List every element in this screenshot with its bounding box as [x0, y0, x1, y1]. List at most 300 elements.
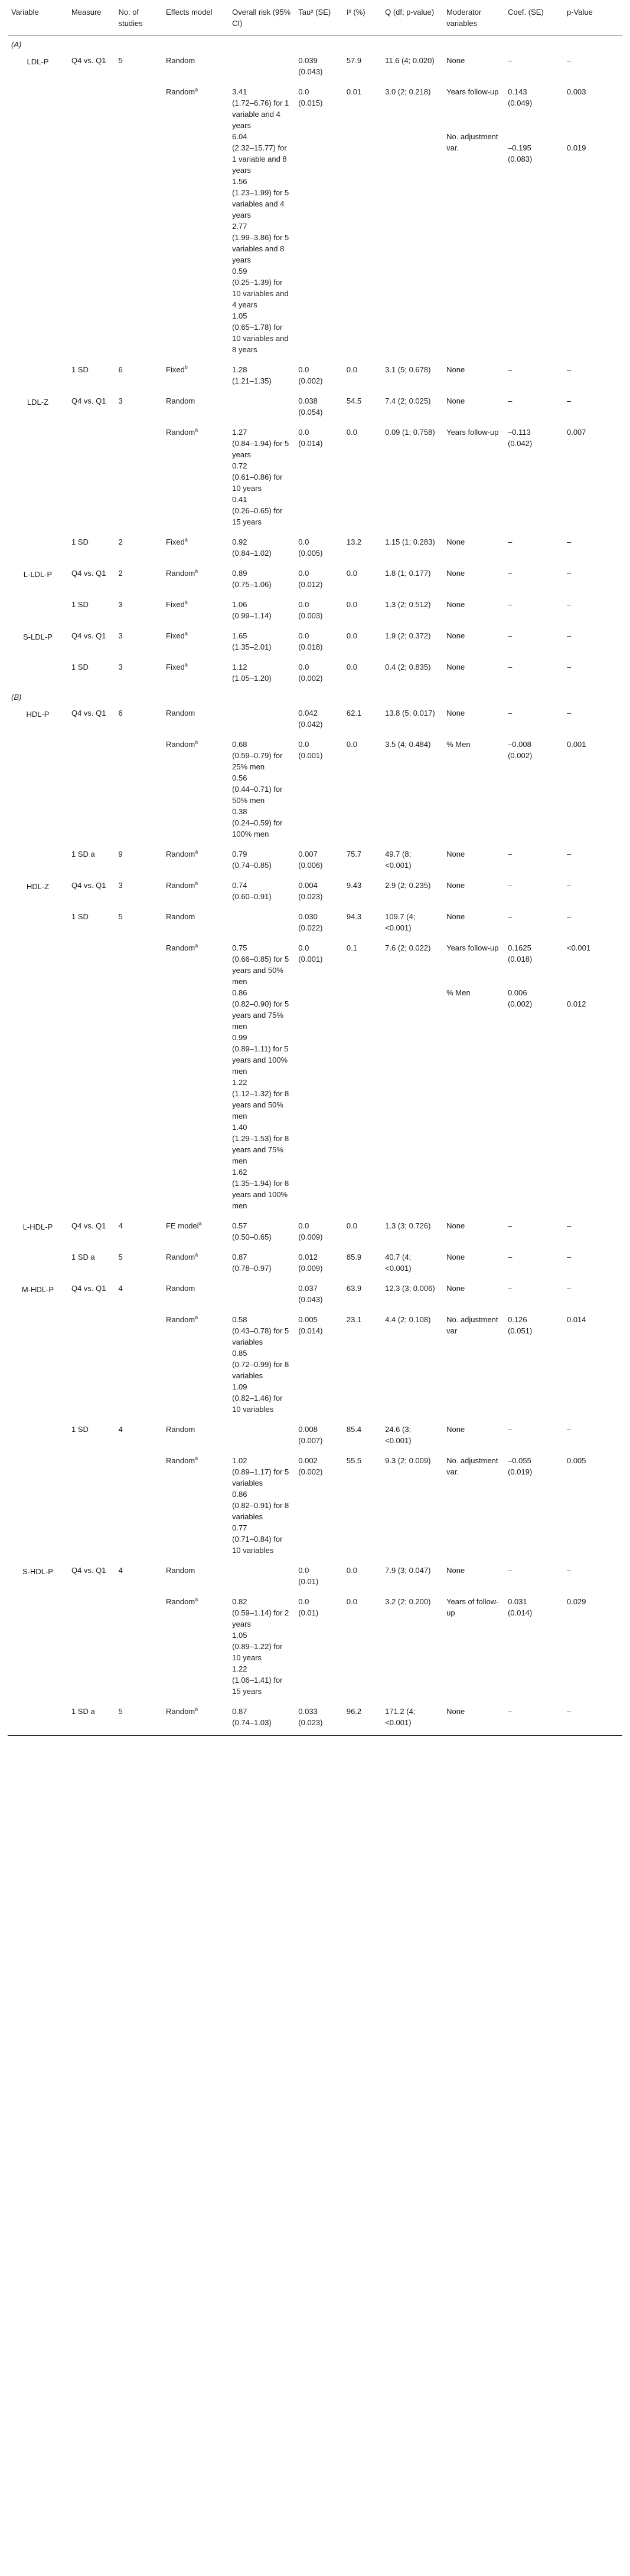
tau2-cell — [295, 844, 343, 875]
p-value-cell — [563, 359, 622, 391]
p-value-cell-text: 0.007 — [566, 428, 586, 437]
coef-cell — [504, 657, 563, 688]
moderator-cell-text: None — [446, 1221, 465, 1230]
footnote-marker: a — [195, 1251, 198, 1258]
tau2-cell-text: 0.007 (0.006) — [298, 850, 323, 870]
coef-cell-text: – — [508, 1221, 513, 1230]
coef-cell-text: – — [508, 1425, 513, 1434]
tau2-cell-text: 0.0 (0.01) — [298, 1597, 319, 1617]
effects-model-cell — [162, 422, 229, 532]
coef-cell-text: – — [508, 1253, 513, 1261]
moderator-cell — [443, 1215, 504, 1247]
footnote-marker: b — [184, 364, 188, 371]
effects-model-cell — [162, 1560, 229, 1591]
variable-cell — [8, 1215, 68, 1247]
no-of-studies-cell-text: 3 — [118, 663, 123, 671]
moderator-cell — [443, 1560, 504, 1591]
no-of-studies-cell — [115, 1247, 162, 1278]
p-value-cell-text: – — [566, 365, 572, 374]
table-row — [8, 844, 622, 875]
no-of-studies-cell — [115, 1278, 162, 1309]
moderator-cell — [443, 703, 504, 734]
coef-cell — [504, 391, 563, 422]
i2-cell — [343, 657, 381, 688]
measure-cell — [68, 703, 115, 734]
overall-risk-cell — [229, 50, 295, 81]
q-cell-text: 3.5 (4; 0.484) — [385, 740, 431, 749]
p-value-cell — [563, 938, 622, 1215]
overall-risk-cell-text: 1.02 (0.89–1.17) for 5 variables 0.86 (0.82–0.91) for 8 variables 0.77 (0.71–0.84) for 10 variables — [232, 1456, 289, 1555]
variable-cell — [8, 1591, 68, 1701]
no-of-studies-cell-text: 6 — [118, 709, 123, 717]
measure-cell-text: 1 SD — [71, 365, 89, 374]
measure-cell — [68, 938, 115, 1215]
tau2-cell — [295, 703, 343, 734]
measure-cell — [68, 1215, 115, 1247]
overall-risk-cell — [229, 1247, 295, 1278]
coef-cell-text: –0.008 (0.002) — [508, 740, 533, 760]
effects-model-cell — [162, 1215, 229, 1247]
overall-risk-cell — [229, 1278, 295, 1309]
effects-model-cell — [162, 594, 229, 625]
no-of-studies-cell — [115, 906, 162, 938]
measure-cell-text: Q4 vs. Q1 — [71, 56, 106, 65]
meta-analysis-table — [8, 4, 622, 1736]
q-cell — [381, 1247, 443, 1278]
table-row — [8, 703, 622, 734]
coef-cell — [504, 734, 563, 844]
no-of-studies-cell — [115, 938, 162, 1215]
i2-cell-text: 13.2 — [346, 538, 362, 546]
i2-cell — [343, 532, 381, 563]
i2-cell — [343, 1450, 381, 1560]
q-cell — [381, 563, 443, 594]
coef-cell-text: – — [508, 709, 513, 717]
i2-cell-text: 54.5 — [346, 396, 362, 405]
q-cell-text: 11.6 (4; 0.020) — [385, 56, 435, 65]
tau2-cell-text: 0.0 (0.014) — [298, 428, 323, 448]
coef-cell-text: – — [508, 1707, 513, 1716]
moderator-cell-text: No. adjustment var — [446, 1315, 498, 1335]
no-of-studies-cell — [115, 422, 162, 532]
overall-risk-cell — [229, 1309, 295, 1419]
variable-cell-text: L-LDL-P — [23, 570, 53, 579]
q-cell — [381, 1278, 443, 1309]
i2-cell-text: 0.0 — [346, 600, 357, 609]
p-value-cell-text: – — [566, 56, 572, 65]
no-of-studies-cell — [115, 734, 162, 844]
i2-cell-text: 85.9 — [346, 1253, 362, 1261]
overall-risk-cell-text: 1.28 (1.21–1.35) — [232, 365, 272, 385]
no-of-studies-cell-text: 4 — [118, 1284, 123, 1293]
overall-risk-cell — [229, 1215, 295, 1247]
i2-cell-text: 23.1 — [346, 1315, 362, 1324]
tau2-cell — [295, 625, 343, 657]
effects-model-cell-text: Random — [166, 1456, 195, 1465]
tau2-cell-text: 0.037 (0.043) — [298, 1284, 323, 1304]
footnote-marker: a — [195, 880, 198, 886]
q-cell-text: 3.0 (2; 0.218) — [385, 87, 431, 96]
effects-model-cell — [162, 391, 229, 422]
coef-cell — [504, 1215, 563, 1247]
effects-model-cell — [162, 1591, 229, 1701]
no-of-studies-cell — [115, 1701, 162, 1736]
q-cell-text: 171.2 (4; <0.001) — [385, 1707, 416, 1727]
effects-model-cell-text: Random — [166, 569, 195, 578]
i2-cell — [343, 563, 381, 594]
coef-cell-text: – — [508, 1566, 513, 1575]
effects-model-cell-text: Random — [166, 850, 195, 858]
footnote-marker: a — [195, 427, 198, 433]
q-cell — [381, 875, 443, 906]
tau2-cell — [295, 1560, 343, 1591]
p-value-cell — [563, 1278, 622, 1309]
moderator-cell — [443, 938, 504, 1215]
overall-risk-cell — [229, 1701, 295, 1736]
tau2-cell-text: 0.038 (0.054) — [298, 396, 323, 417]
i2-cell-text: 63.9 — [346, 1284, 362, 1293]
coef-cell-text: – — [508, 365, 513, 374]
footnote-marker: a — [195, 942, 198, 949]
overall-risk-cell-text: 0.87 (0.78–0.97) — [232, 1253, 272, 1273]
moderator-cell — [443, 422, 504, 532]
table-row — [8, 1278, 622, 1309]
p-value-cell — [563, 875, 622, 906]
coef-cell — [504, 1591, 563, 1701]
i2-cell-text: 85.4 — [346, 1425, 362, 1434]
tau2-cell — [295, 1419, 343, 1450]
header-coef: Coef. (SE) — [504, 4, 563, 35]
q-cell-text: 3.2 (2; 0.200) — [385, 1597, 431, 1606]
overall-risk-cell-text: 0.58 (0.43–0.78) for 5 variables 0.85 (0.72–0.99) for 8 variables 1.09 (0.82–1.46) for 10 variables — [232, 1315, 289, 1414]
no-of-studies-cell — [115, 391, 162, 422]
variable-cell — [8, 1560, 68, 1591]
measure-cell — [68, 906, 115, 938]
measure-cell — [68, 563, 115, 594]
i2-cell — [343, 391, 381, 422]
i2-cell-text: 0.0 — [346, 740, 357, 749]
tau2-cell — [295, 1701, 343, 1736]
coef-cell-text: – — [508, 1284, 513, 1293]
measure-cell — [68, 734, 115, 844]
coef-cell-text: – — [508, 600, 513, 609]
p-value-cell-text: – — [566, 1284, 572, 1293]
measure-cell — [68, 1591, 115, 1701]
overall-risk-cell — [229, 875, 295, 906]
table-row — [8, 1560, 622, 1591]
p-value-cell-text: – — [566, 396, 572, 405]
variable-cell — [8, 906, 68, 938]
no-of-studies-cell-text: 4 — [118, 1566, 123, 1575]
q-cell — [381, 1309, 443, 1419]
no-of-studies-cell-text: 6 — [118, 365, 123, 374]
coef-cell-text: –0.055 (0.019) — [508, 1456, 533, 1476]
tau2-cell-text: 0.0 (0.015) — [298, 87, 323, 107]
tau2-cell — [295, 1215, 343, 1247]
variable-cell-text: S-HDL-P — [22, 1567, 53, 1576]
tau2-cell-text: 0.004 (0.023) — [298, 881, 323, 901]
effects-model-cell — [162, 875, 229, 906]
measure-cell — [68, 532, 115, 563]
table-row — [8, 657, 622, 688]
q-cell-text: 0.09 (1; 0.758) — [385, 428, 435, 437]
coef-cell — [504, 594, 563, 625]
overall-risk-cell — [229, 81, 295, 359]
tau2-cell-text: 0.0 (0.009) — [298, 1221, 323, 1241]
coef-cell — [504, 844, 563, 875]
variable-cell-text: M-HDL-P — [21, 1285, 54, 1294]
coef-cell — [504, 875, 563, 906]
moderator-cell-text: None — [446, 1253, 465, 1261]
measure-cell — [68, 1419, 115, 1450]
measure-cell-text: 1 SD a — [71, 1707, 95, 1716]
q-cell-text: 49.7 (8; <0.001) — [385, 850, 412, 870]
p-value-cell — [563, 1701, 622, 1736]
p-value-cell-text: – — [566, 709, 572, 717]
coef-cell-text: 0.143 (0.049) –0.195 (0.083) — [508, 87, 533, 163]
overall-risk-cell-text: 0.74 (0.60–0.91) — [232, 881, 272, 901]
measure-cell-text: Q4 vs. Q1 — [71, 881, 106, 890]
q-cell — [381, 1591, 443, 1701]
moderator-cell — [443, 657, 504, 688]
effects-model-cell-text: Random — [166, 1425, 195, 1434]
q-cell — [381, 594, 443, 625]
variable-cell — [8, 1419, 68, 1450]
moderator-cell — [443, 844, 504, 875]
moderator-cell-text: None — [446, 881, 465, 890]
p-value-cell — [563, 625, 622, 657]
header-tau2: Tau² (SE) — [295, 4, 343, 35]
moderator-cell — [443, 81, 504, 359]
variable-cell-text: L-HDL-P — [22, 1223, 53, 1231]
i2-cell — [343, 359, 381, 391]
table-row — [8, 1309, 622, 1419]
effects-model-cell-text: Random — [166, 1707, 195, 1716]
q-cell — [381, 1215, 443, 1247]
tau2-cell-text: 0.0 (0.012) — [298, 569, 323, 589]
moderator-cell — [443, 1419, 504, 1450]
tau2-cell — [295, 1309, 343, 1419]
p-value-cell — [563, 1560, 622, 1591]
variable-cell — [8, 844, 68, 875]
no-of-studies-cell-text: 3 — [118, 631, 123, 640]
tau2-cell-text: 0.039 (0.043) — [298, 56, 323, 76]
tau2-cell — [295, 391, 343, 422]
overall-risk-cell-text: 0.89 (0.75–1.06) — [232, 569, 272, 589]
measure-cell-text: Q4 vs. Q1 — [71, 1566, 106, 1575]
no-of-studies-cell — [115, 81, 162, 359]
tau2-cell — [295, 594, 343, 625]
i2-cell — [343, 1560, 381, 1591]
tau2-cell-text: 0.0 (0.018) — [298, 631, 323, 651]
table-row — [8, 875, 622, 906]
overall-risk-cell — [229, 906, 295, 938]
no-of-studies-cell-text: 5 — [118, 1707, 123, 1716]
tau2-cell-text: 0.0 (0.01) — [298, 1566, 319, 1586]
section-label: (A) — [11, 40, 22, 49]
effects-model-cell — [162, 563, 229, 594]
effects-model-cell-text: Random — [166, 912, 195, 921]
footnote-marker: a — [195, 568, 198, 574]
table-row — [8, 50, 622, 81]
header-effects-model: Effects model — [162, 4, 229, 35]
p-value-cell-text: – — [566, 1425, 572, 1434]
footnote-marker: a — [184, 536, 188, 543]
table-row — [8, 1215, 622, 1247]
table-row — [8, 532, 622, 563]
table-row — [8, 81, 622, 359]
effects-model-cell — [162, 703, 229, 734]
table-row — [8, 359, 622, 391]
moderator-cell — [443, 734, 504, 844]
p-value-cell — [563, 81, 622, 359]
effects-model-cell-text: Fixed — [166, 600, 185, 609]
q-cell — [381, 50, 443, 81]
table-row — [8, 1450, 622, 1560]
moderator-cell-text: No. adjustment var. — [446, 1456, 498, 1476]
effects-model-cell-text: Random — [166, 56, 195, 65]
coef-cell — [504, 532, 563, 563]
moderator-cell — [443, 1247, 504, 1278]
effects-model-cell-text: Random — [166, 1597, 195, 1606]
tau2-cell — [295, 906, 343, 938]
measure-cell-text: Q4 vs. Q1 — [71, 709, 106, 717]
q-cell — [381, 81, 443, 359]
effects-model-cell — [162, 1450, 229, 1560]
q-cell — [381, 938, 443, 1215]
table-row — [8, 1419, 622, 1450]
measure-cell — [68, 81, 115, 359]
variable-cell-text: LDL-Z — [27, 398, 49, 407]
tau2-cell — [295, 563, 343, 594]
footnote-marker: a — [195, 1314, 198, 1320]
no-of-studies-cell-text: 2 — [118, 538, 123, 546]
tau2-cell — [295, 81, 343, 359]
q-cell-text: 12.3 (3; 0.006) — [385, 1284, 435, 1293]
i2-cell — [343, 81, 381, 359]
coef-cell — [504, 1419, 563, 1450]
i2-cell — [343, 594, 381, 625]
effects-model-cell-text: Fixed — [166, 365, 185, 374]
i2-cell-text: 55.5 — [346, 1456, 362, 1465]
moderator-cell-text: None — [446, 600, 465, 609]
moderator-cell — [443, 532, 504, 563]
i2-cell-text: 9.43 — [346, 881, 362, 890]
no-of-studies-cell — [115, 1215, 162, 1247]
i2-cell — [343, 50, 381, 81]
i2-cell-text: 0.0 — [346, 569, 357, 578]
variable-cell — [8, 1278, 68, 1309]
overall-risk-cell-text: 0.75 (0.66–0.85) for 5 years and 50% men 0.86 (0.82–0.90) for 5 years and 75% men 0.99 (0.89–1.11) for 5 years and 100% men 1.22 (1.12–1.32) for 8 years and 50% men 1.40 (1.29–1.53) for 8 years and 75% men 1.62 (1.35–1.94) for 8 years and 100% men — [232, 943, 289, 1210]
p-value-cell — [563, 1309, 622, 1419]
variable-cell — [8, 422, 68, 532]
p-value-cell — [563, 1591, 622, 1701]
effects-model-cell — [162, 1419, 229, 1450]
overall-risk-cell — [229, 938, 295, 1215]
measure-cell — [68, 1450, 115, 1560]
q-cell-text: 1.15 (1; 0.283) — [385, 538, 435, 546]
section-row — [8, 35, 622, 51]
i2-cell — [343, 1309, 381, 1419]
q-cell-text: 1.3 (3; 0.726) — [385, 1221, 431, 1230]
moderator-cell-text: Years follow-up — [446, 428, 499, 437]
header-row — [8, 4, 622, 35]
moderator-cell-text: % Men — [446, 740, 471, 749]
tau2-cell-text: 0.0 (0.003) — [298, 600, 323, 620]
i2-cell-text: 94.3 — [346, 912, 362, 921]
variable-cell-text: HDL-Z — [26, 882, 50, 891]
i2-cell — [343, 1419, 381, 1450]
no-of-studies-cell — [115, 1419, 162, 1450]
q-cell-text: 0.4 (2; 0.835) — [385, 663, 431, 671]
p-value-cell — [563, 532, 622, 563]
q-cell-text: 9.3 (2; 0.009) — [385, 1456, 431, 1465]
no-of-studies-cell — [115, 1309, 162, 1419]
overall-risk-cell — [229, 532, 295, 563]
no-of-studies-cell — [115, 875, 162, 906]
effects-model-cell-text: Random — [166, 881, 195, 890]
effects-model-cell — [162, 1701, 229, 1736]
measure-cell-text: 1 SD — [71, 663, 89, 671]
p-value-cell — [563, 1419, 622, 1450]
tau2-cell — [295, 1247, 343, 1278]
no-of-studies-cell — [115, 359, 162, 391]
p-value-cell-text: 0.003 0.019 — [566, 87, 586, 152]
variable-cell — [8, 1309, 68, 1419]
measure-cell-text: Q4 vs. Q1 — [71, 396, 106, 405]
header-p-value: p-Value — [563, 4, 622, 35]
effects-model-cell-text: Random — [166, 709, 195, 717]
q-cell-text: 4.4 (2; 0.108) — [385, 1315, 431, 1324]
overall-risk-cell — [229, 844, 295, 875]
moderator-cell-text: None — [446, 569, 465, 578]
variable-cell — [8, 359, 68, 391]
coef-cell-text: – — [508, 912, 513, 921]
overall-risk-cell — [229, 657, 295, 688]
moderator-cell — [443, 875, 504, 906]
moderator-cell — [443, 563, 504, 594]
coef-cell-text: – — [508, 56, 513, 65]
overall-risk-cell — [229, 391, 295, 422]
p-value-cell-text: – — [566, 631, 572, 640]
measure-cell-text: 1 SD — [71, 1425, 89, 1434]
overall-risk-cell — [229, 563, 295, 594]
measure-cell — [68, 875, 115, 906]
p-value-cell — [563, 657, 622, 688]
table-row — [8, 422, 622, 532]
effects-model-cell — [162, 1309, 229, 1419]
moderator-cell-text: Years follow-up % Men — [446, 943, 499, 997]
no-of-studies-cell — [115, 657, 162, 688]
footnote-marker: a — [184, 630, 188, 637]
no-of-studies-cell — [115, 703, 162, 734]
table-row — [8, 563, 622, 594]
q-cell — [381, 734, 443, 844]
overall-risk-cell — [229, 1419, 295, 1450]
measure-cell — [68, 1309, 115, 1419]
overall-risk-cell-text: 0.92 (0.84–1.02) — [232, 538, 272, 558]
no-of-studies-cell — [115, 594, 162, 625]
measure-cell-text: 1 SD a — [71, 850, 95, 858]
table-row — [8, 1701, 622, 1736]
p-value-cell-text: <0.001 0.012 — [566, 943, 591, 1008]
variable-cell-text: S-LDL-P — [23, 632, 53, 641]
variable-cell — [8, 734, 68, 844]
q-cell-text: 7.4 (2; 0.025) — [385, 396, 431, 405]
coef-cell-text: 0.031 (0.014) — [508, 1597, 533, 1617]
measure-cell-text: Q4 vs. Q1 — [71, 569, 106, 578]
variable-cell — [8, 594, 68, 625]
